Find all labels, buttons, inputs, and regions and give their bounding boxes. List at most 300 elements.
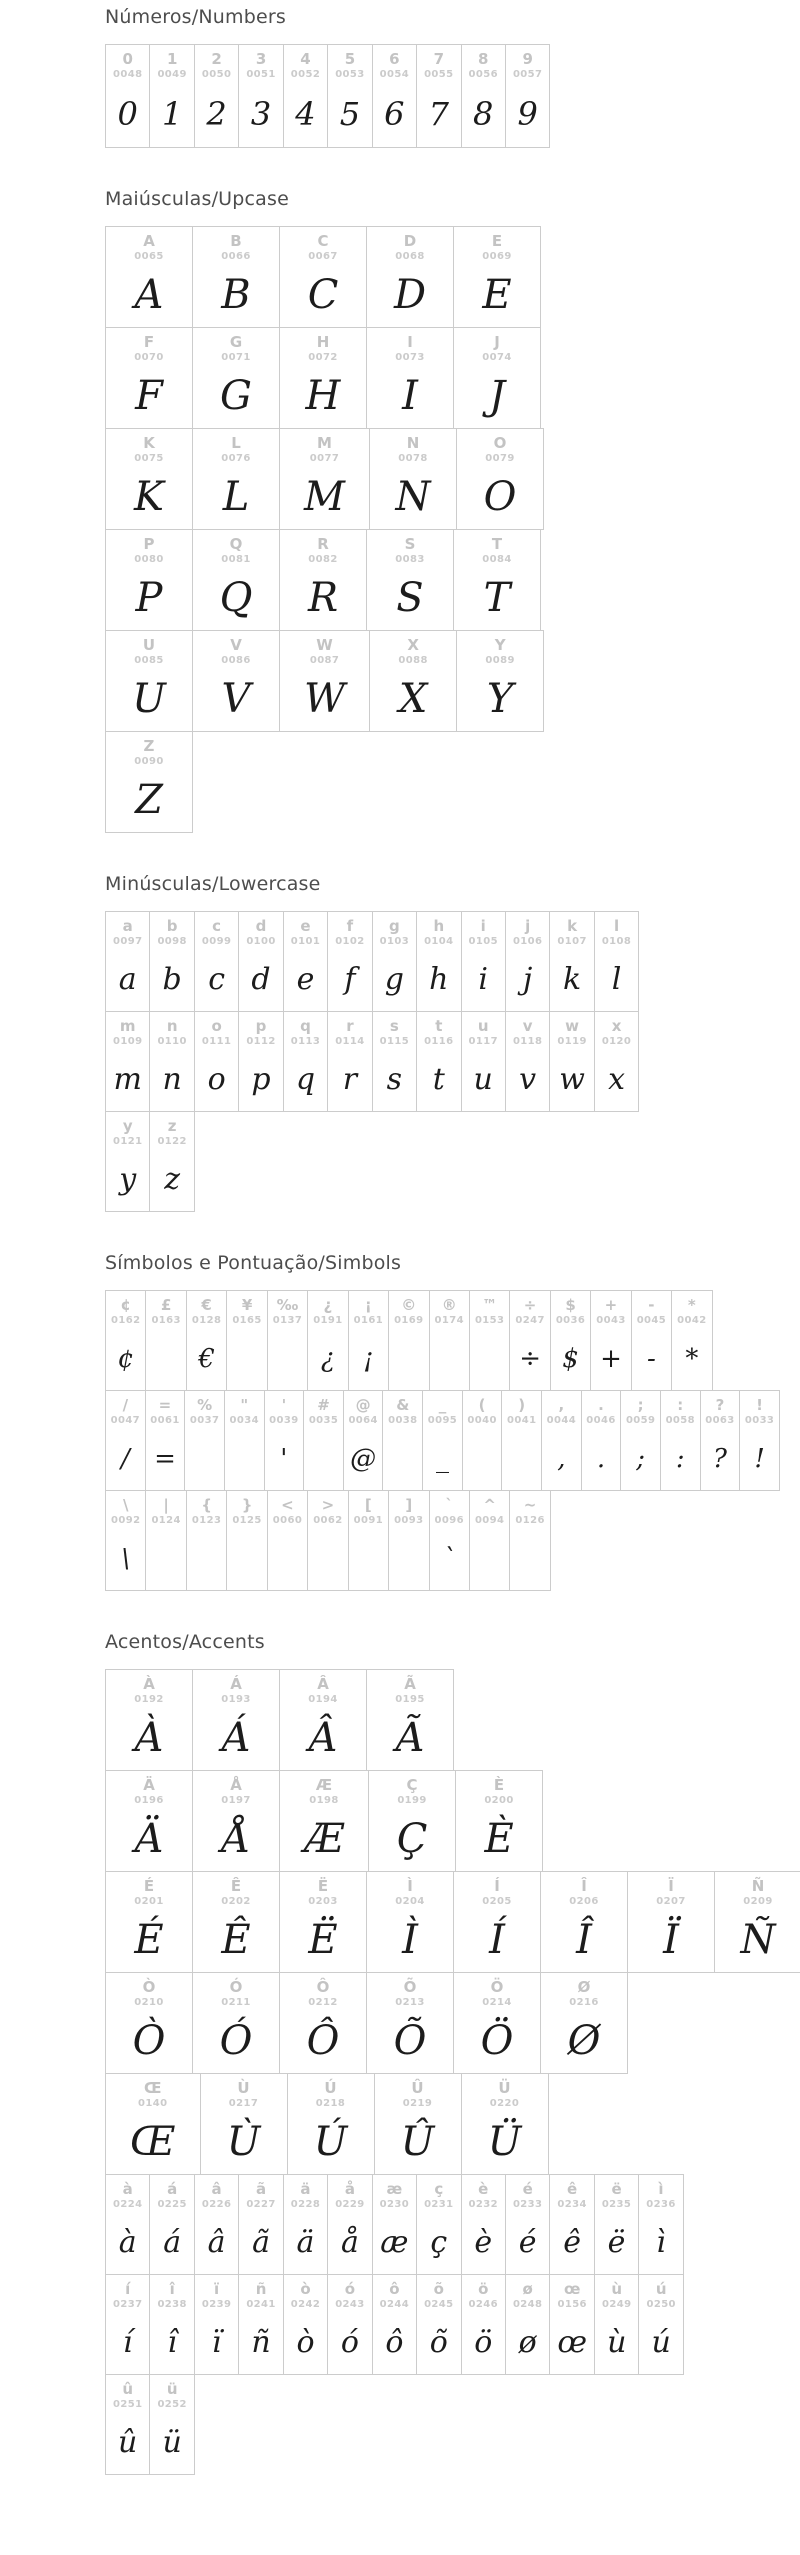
glyph-cell-header — [469, 912, 498, 948]
glyph-char-label: è — [478, 2180, 489, 2198]
glyph-cell — [283, 911, 328, 1012]
glyph-code-label: 0153 — [474, 1314, 505, 1326]
glyph-preview: ï — [211, 2325, 222, 2361]
glyph-preview: u — [473, 1062, 493, 1098]
glyph-char-label: Â — [317, 1675, 329, 1693]
glyph-cell-header — [134, 1872, 163, 1908]
glyph-preview: ö — [474, 2325, 493, 2361]
glyph-code-label: 0038 — [388, 1414, 418, 1426]
glyph-preview: õ — [429, 2325, 448, 2361]
glyph-cell — [264, 1390, 305, 1491]
glyph-cell-header — [602, 912, 631, 948]
glyph-code-label: 0248 — [512, 2298, 543, 2310]
glyph-char-label: Ä — [143, 1776, 155, 1794]
glyph-cell — [505, 911, 550, 1012]
glyph-char-label: ë — [611, 2180, 622, 2198]
glyph-cell — [581, 1390, 622, 1491]
glyph-char-label: Ó — [229, 1978, 243, 1996]
glyph-preview: c — [208, 962, 225, 998]
glyph-char-label: ã — [255, 2180, 267, 2198]
glyph-preview: Í — [489, 1917, 505, 1964]
glyph-code-label: 0064 — [348, 1414, 378, 1426]
glyph-preview: Y — [486, 676, 514, 723]
glyph-cell — [366, 1972, 454, 2074]
glyph-cell — [456, 428, 544, 530]
glyph-preview: : — [675, 1443, 685, 1474]
glyph-cell-header — [246, 45, 275, 81]
glyph-code-label: 0235 — [601, 2198, 632, 2210]
glyph-preview: O — [483, 474, 517, 521]
glyph-char-label: K — [143, 434, 155, 452]
glyph-cell — [192, 1972, 280, 2074]
glyph-cell-header — [291, 2275, 320, 2311]
glyph-preview: 5 — [339, 95, 361, 134]
glyph-char-label: Ç — [406, 1776, 418, 1794]
glyph-char-label: Œ — [143, 2079, 162, 2097]
glyph-preview: ! — [754, 1443, 765, 1474]
glyph-cell-header — [596, 1291, 625, 1327]
glyph-preview: N — [395, 474, 431, 521]
glyph-preview: Ë — [308, 1917, 338, 1964]
glyph-cell — [388, 1490, 429, 1591]
glyph-char-label: " — [240, 1396, 249, 1414]
glyph-code-label: 0195 — [395, 1693, 425, 1705]
glyph-code-label: 0087 — [309, 654, 340, 666]
glyph-cell — [505, 2174, 550, 2275]
section-title: Números/Numbers — [105, 6, 286, 28]
glyph-char-label: > — [321, 1496, 335, 1514]
glyph-cell-header — [513, 1012, 542, 1048]
glyph-preview: E — [482, 272, 512, 319]
glyph-code-label: 0103 — [379, 935, 410, 947]
glyph-cell-header — [190, 1391, 219, 1427]
glyph-code-label: 0048 — [113, 68, 143, 80]
glyph-cell — [186, 1490, 227, 1591]
glyph-cell — [105, 2174, 150, 2275]
glyph-cell — [343, 1390, 384, 1491]
glyph-char-label: - — [648, 1296, 655, 1314]
glyph-code-label: 0099 — [201, 935, 232, 947]
glyph-code-label: 0045 — [636, 1314, 667, 1326]
glyph-cell-header — [395, 1872, 424, 1908]
glyph-cell-header — [202, 912, 231, 948]
glyph-code-label: 0191 — [313, 1314, 343, 1326]
glyph-char-label: ^ — [483, 1496, 496, 1514]
glyph-cell-header — [354, 1291, 383, 1327]
glyph-cell-header — [113, 2375, 142, 2411]
glyph-cell — [105, 1490, 146, 1591]
glyph-code-label: 0033 — [744, 1414, 775, 1426]
glyph-char-label: k — [567, 917, 578, 935]
glyph-cell-header — [475, 1291, 504, 1327]
glyph-char-label: ` — [445, 1496, 453, 1514]
glyph-code-label: 0065 — [134, 250, 164, 262]
glyph-preview: j — [523, 962, 533, 998]
glyph-cell-header — [221, 1973, 250, 2009]
glyph-cell-header — [646, 2275, 675, 2311]
glyph-preview: ã — [252, 2225, 270, 2261]
glyph-char-label: ì — [658, 2180, 664, 2198]
glyph-code-label: 0229 — [335, 2198, 365, 2210]
glyph-cell — [700, 1390, 741, 1491]
glyph-char-label: ' — [281, 1396, 287, 1414]
glyph-char-label: 9 — [522, 50, 533, 68]
glyph-cell — [194, 2274, 239, 2375]
glyph-code-label: 0202 — [221, 1895, 251, 1907]
glyph-cell-header — [202, 2275, 231, 2311]
glyph-preview: Ö — [480, 2018, 514, 2065]
glyph-code-label: 0096 — [434, 1514, 464, 1526]
glyph-cell-header — [313, 1491, 342, 1527]
glyph-row — [105, 630, 780, 732]
glyph-preview: 9 — [517, 95, 538, 134]
glyph-code-label: 0053 — [335, 68, 365, 80]
glyph-cell-header — [157, 2375, 186, 2411]
glyph-cell-header — [547, 1391, 576, 1427]
glyph-cell-header — [310, 429, 339, 465]
glyph-code-label: 0203 — [308, 1895, 338, 1907]
glyph-section — [105, 873, 780, 1212]
glyph-cell — [226, 1490, 267, 1591]
glyph-cell-header — [557, 912, 586, 948]
glyph-cell-header — [308, 227, 337, 263]
glyph-code-label: 0115 — [379, 1035, 410, 1047]
glyph-preview: Æ — [304, 1816, 345, 1863]
glyph-cell-header — [602, 2275, 631, 2311]
glyph-char-label: 6 — [389, 50, 400, 68]
glyph-code-label: 0050 — [201, 68, 232, 80]
glyph-char-label: S — [404, 535, 416, 553]
glyph-cell — [549, 911, 594, 1012]
glyph-cell-header — [113, 1012, 142, 1048]
glyph-char-label: z — [167, 1117, 177, 1135]
glyph-preview: å — [340, 2225, 359, 2261]
glyph-code-label: 0112 — [246, 1035, 276, 1047]
glyph-char-label: + — [604, 1296, 618, 1314]
glyph-code-label: 0213 — [395, 1996, 425, 2008]
glyph-code-label: 0035 — [308, 1414, 339, 1426]
glyph-code-label: 0056 — [468, 68, 498, 80]
glyph-preview: Û — [400, 2119, 435, 2166]
glyph-preview: i — [478, 962, 489, 998]
glyph-cell-header — [335, 1012, 364, 1048]
glyph-cell-header — [157, 1012, 186, 1048]
glyph-code-label: 0054 — [379, 68, 410, 80]
glyph-code-label: 0247 — [515, 1314, 545, 1326]
glyph-cell-header — [230, 1391, 259, 1427]
glyph-char-label: = — [158, 1396, 172, 1414]
glyph-code-label: 0227 — [246, 2198, 276, 2210]
glyph-row — [105, 1290, 780, 1391]
glyph-code-label: 0239 — [201, 2298, 232, 2310]
glyph-code-label: 0090 — [134, 755, 164, 767]
glyph-cell-header — [515, 1491, 544, 1527]
glyph-char-label: Ö — [490, 1978, 504, 1996]
glyph-cell — [509, 1490, 550, 1591]
glyph-char-label: ÷ — [523, 1296, 537, 1314]
glyph-code-label: 0085 — [134, 654, 164, 666]
glyph-cell-header — [246, 2175, 275, 2211]
glyph-cell-header — [273, 1491, 302, 1527]
glyph-code-label: 0128 — [191, 1314, 222, 1326]
glyph-char-label: j — [525, 917, 531, 935]
glyph-preview: . — [596, 1443, 606, 1474]
glyph-char-label: À — [143, 1675, 155, 1693]
glyph-cell-header — [291, 912, 320, 948]
glyph-preview: ó — [340, 2325, 359, 2361]
glyph-code-label: 0194 — [308, 1693, 338, 1705]
glyph-cell-header — [424, 1012, 453, 1048]
glyph-preview: Ú — [313, 2119, 348, 2166]
glyph-code-label: 0197 — [221, 1794, 251, 1806]
glyph-cell-header — [656, 1872, 685, 1908]
glyph-code-label: 0037 — [189, 1414, 220, 1426]
section-title: Minúsculas/Lowercase — [105, 873, 321, 895]
glyph-cell-header — [469, 45, 498, 81]
glyph-cell — [461, 2174, 506, 2275]
glyph-row — [105, 226, 780, 328]
glyph-char-label: 3 — [255, 50, 267, 68]
glyph-code-label: 0101 — [290, 935, 321, 947]
glyph-code-label: 0080 — [134, 553, 164, 565]
glyph-cell-header — [666, 1391, 695, 1427]
glyph-cell-header — [424, 2275, 453, 2311]
glyph-code-label: 0052 — [290, 68, 321, 80]
glyph-cell — [200, 2073, 288, 2175]
glyph-cell-header — [151, 1491, 180, 1527]
glyph-code-label: 0219 — [402, 2097, 433, 2109]
glyph-cell-header — [134, 227, 163, 263]
glyph-cell-header — [308, 1973, 337, 2009]
glyph-code-label: 0193 — [221, 1693, 251, 1705]
glyph-cell — [149, 2374, 194, 2475]
glyph-char-label: Ú — [324, 2079, 337, 2097]
glyph-char-label: 1 — [166, 50, 178, 68]
glyph-code-label: 0121 — [113, 1135, 143, 1147]
glyph-cell — [238, 44, 283, 148]
glyph-preview: w — [559, 1062, 585, 1098]
glyph-cell-header — [424, 912, 453, 948]
glyph-cell-header — [221, 328, 250, 364]
glyph-cell-header — [395, 1973, 424, 2009]
glyph-cell — [453, 529, 541, 631]
glyph-cell — [105, 226, 193, 328]
glyph-code-label: 0245 — [424, 2298, 454, 2310]
glyph-char-label: Ê — [230, 1877, 242, 1895]
glyph-char-label: Ò — [142, 1978, 156, 1996]
glyph-cell — [671, 1290, 712, 1391]
glyph-preview: Ç — [396, 1816, 428, 1863]
glyph-preview: Z — [135, 777, 163, 824]
glyph-preview: Å — [221, 1816, 251, 1863]
glyph-cell — [368, 1770, 456, 1872]
glyph-grid — [105, 1669, 780, 2475]
glyph-cell-header — [637, 1291, 666, 1327]
glyph-code-label: 0043 — [596, 1314, 626, 1326]
glyph-cell — [149, 1011, 194, 1112]
glyph-preview: Ê — [221, 1917, 251, 1964]
glyph-grid — [105, 1290, 780, 1591]
glyph-cell-header — [424, 2175, 453, 2211]
glyph-code-label: 0117 — [468, 1035, 498, 1047]
glyph-cell-header — [111, 1391, 140, 1427]
glyph-code-label: 0169 — [394, 1314, 424, 1326]
glyph-char-label: ? — [715, 1396, 725, 1414]
glyph-code-label: 0201 — [134, 1895, 164, 1907]
glyph-cell — [429, 1290, 470, 1391]
glyph-char-label: Ù — [237, 2079, 250, 2097]
glyph-cell-header — [229, 2074, 258, 2110]
glyph-char-label: ™ — [482, 1296, 498, 1314]
glyph-section — [105, 188, 780, 833]
glyph-cell-header — [388, 1391, 417, 1427]
glyph-cell — [279, 1770, 369, 1872]
glyph-char-label: . — [598, 1396, 604, 1414]
glyph-code-label: 0069 — [482, 250, 512, 262]
glyph-cell — [307, 1490, 348, 1591]
glyph-char-label: W — [316, 636, 333, 654]
glyph-code-label: 0230 — [379, 2198, 410, 2210]
glyph-char-label: T — [491, 535, 503, 553]
glyph-char-label: l — [613, 917, 620, 935]
glyph-code-label: 0036 — [555, 1314, 586, 1326]
glyph-code-label: 0070 — [134, 351, 164, 363]
glyph-cell — [287, 2073, 375, 2175]
glyph-preview: 8 — [473, 95, 494, 134]
glyph-char-label: 4 — [300, 50, 311, 68]
glyph-code-label: 0076 — [221, 452, 251, 464]
glyph-cell — [303, 1390, 344, 1491]
glyph-char-label: ¥ — [241, 1296, 253, 1314]
glyph-cell — [590, 1290, 631, 1391]
glyph-preview: T — [483, 575, 511, 622]
glyph-char-label: y — [122, 1117, 133, 1135]
glyph-cell-header — [380, 912, 409, 948]
glyph-code-label: 0241 — [246, 2298, 276, 2310]
glyph-cell — [453, 1871, 541, 1973]
glyph-cell — [105, 630, 193, 732]
glyph-preview: ? — [712, 1443, 727, 1474]
glyph-cell-header — [482, 1872, 511, 1908]
glyph-preview: ñ — [251, 2325, 271, 2361]
glyph-cell — [192, 428, 280, 530]
glyph-preview: é — [518, 2225, 537, 2261]
glyph-code-label: 0111 — [201, 1035, 232, 1047]
glyph-cell-header — [380, 2275, 409, 2311]
glyph-cell-header — [515, 1291, 544, 1327]
glyph-char-label: Á — [230, 1675, 242, 1693]
glyph-grid — [105, 226, 780, 833]
glyph-cell-header — [291, 2175, 320, 2211]
glyph-cell-header — [335, 2175, 364, 2211]
glyph-cell-header — [157, 912, 186, 948]
glyph-cell-header — [745, 1391, 774, 1427]
glyph-preview: ò — [296, 2325, 315, 2361]
glyph-preview: 3 — [250, 95, 272, 134]
glyph-code-label: 0236 — [646, 2198, 676, 2210]
glyph-char-label: æ — [386, 2180, 403, 2198]
glyph-char-label: \ — [122, 1496, 129, 1514]
glyph-cell — [149, 1111, 194, 1212]
glyph-char-label: d — [255, 917, 267, 935]
glyph-char-label: 7 — [433, 50, 444, 68]
glyph-code-label: 0040 — [467, 1414, 497, 1426]
glyph-char-label: * — [687, 1296, 696, 1314]
glyph-code-label: 0082 — [308, 553, 338, 565]
glyph-cell — [594, 911, 639, 1012]
glyph-code-label: 0094 — [474, 1514, 505, 1526]
glyph-code-label: 0206 — [569, 1895, 599, 1907]
glyph-code-label: 0079 — [485, 452, 515, 464]
glyph-cell-header — [394, 1291, 423, 1327]
glyph-cell — [429, 1490, 470, 1591]
glyph-cell — [238, 2174, 283, 2275]
glyph-preview: R — [307, 575, 339, 622]
glyph-cell — [105, 44, 150, 148]
glyph-cell — [366, 327, 454, 429]
glyph-char-label: ö — [478, 2280, 489, 2298]
glyph-preview: D — [393, 272, 427, 319]
glyph-grid — [105, 44, 780, 148]
glyph-cell — [550, 1290, 591, 1391]
glyph-cell — [105, 2374, 150, 2475]
glyph-preview: r — [342, 1062, 358, 1098]
glyph-code-label: 0231 — [424, 2198, 454, 2210]
glyph-preview: U — [132, 676, 166, 723]
glyph-cell-header — [134, 328, 163, 364]
glyph-preview: 4 — [295, 95, 316, 134]
glyph-cell — [105, 529, 193, 631]
glyph-char-label: a — [122, 917, 133, 935]
glyph-cell — [149, 911, 194, 1012]
glyph-cell-header — [111, 1291, 140, 1327]
glyph-code-label: 0077 — [309, 452, 340, 464]
glyph-cell-header — [192, 1291, 221, 1327]
glyph-code-label: 0233 — [512, 2198, 543, 2210]
glyph-cell — [461, 1011, 506, 1112]
glyph-preview: J — [488, 373, 506, 420]
glyph-char-label: s — [389, 1017, 399, 1035]
glyph-char-label: Z — [143, 737, 155, 755]
glyph-code-label: 0089 — [485, 654, 515, 666]
glyph-preview: ø — [518, 2325, 537, 2361]
glyph-preview: @ — [350, 1443, 377, 1474]
glyph-cell — [145, 1490, 186, 1591]
glyph-cell-header — [395, 227, 424, 263]
glyph-cell-header — [221, 1670, 250, 1706]
glyph-char-label: < — [281, 1496, 294, 1514]
glyph-char-label: ù — [611, 2280, 623, 2298]
glyph-cell — [184, 1390, 225, 1491]
glyph-cell — [739, 1390, 780, 1491]
glyph-cell — [453, 327, 541, 429]
glyph-preview: ä — [296, 2225, 315, 2261]
glyph-cell — [279, 630, 370, 732]
glyph-cell — [105, 327, 193, 429]
glyph-cell — [327, 2274, 372, 2375]
glyph-preview: 1 — [161, 95, 183, 134]
glyph-code-label: 0078 — [398, 452, 428, 464]
glyph-cell — [501, 1390, 542, 1491]
glyph-char-label: % — [197, 1396, 213, 1414]
section-title: Símbolos e Pontuação/Simbols — [105, 1252, 402, 1274]
glyph-char-label: J — [494, 333, 500, 351]
glyph-cell-header — [313, 1291, 342, 1327]
glyph-preview: Ü — [487, 2119, 522, 2166]
glyph-preview: m — [113, 1062, 142, 1098]
glyph-row — [105, 2073, 780, 2175]
glyph-cell-header — [348, 1391, 377, 1427]
